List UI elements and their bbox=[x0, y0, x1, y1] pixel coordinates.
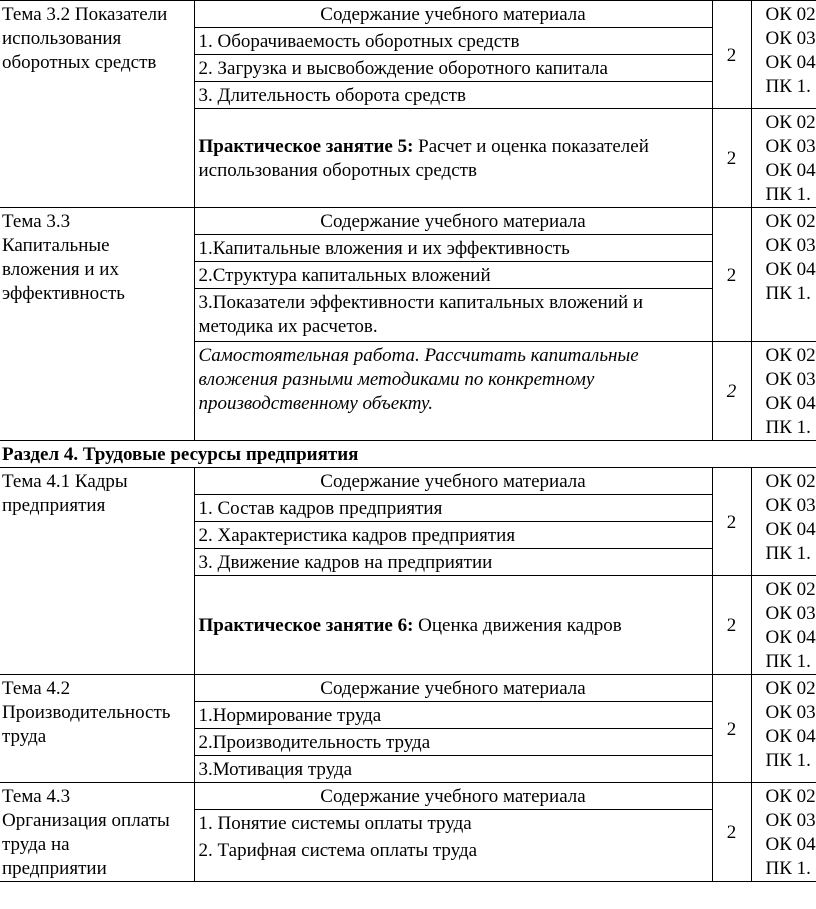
practical-cell: Практическое занятие 6: Оценка движения кадров bbox=[194, 576, 712, 675]
table-row bbox=[0, 675, 816, 702]
hours-cell: 2 bbox=[712, 342, 751, 441]
content-item: 1.Капитальные вложения и их эффективность bbox=[194, 235, 712, 262]
practical-label: Практическое занятие 6: bbox=[198, 615, 414, 636]
content-item: 1. Оборачиваемость оборотных средств bbox=[194, 28, 712, 55]
content-header: Содержание учебного материала bbox=[194, 208, 712, 235]
content-item: 2. Тарифная система оплаты труда bbox=[194, 837, 712, 881]
content-item: 2.Производительность труда bbox=[194, 729, 712, 756]
hours-cell: 2 bbox=[712, 1, 751, 109]
hours-cell: 2 bbox=[712, 468, 751, 576]
content-header: Содержание учебного материала bbox=[194, 783, 712, 810]
content-item: 2.Структура капитальных вложений bbox=[194, 262, 712, 289]
table-row bbox=[0, 783, 816, 810]
topic-cell: Тема 4.3 Организация оплаты труда на предприятии bbox=[0, 783, 194, 882]
competencies-cell: ОК 02 ОК 03 ОК 04 ПК 1. bbox=[751, 576, 816, 675]
hours-cell: 2 bbox=[712, 783, 751, 882]
competencies-cell: ОК 02 ОК 03 ОК 04 ПК 1. bbox=[751, 783, 816, 882]
competencies-cell: ОК 02 ОК 03 ОК 04 ПК 1. bbox=[751, 208, 816, 342]
independent-work-cell: Самостоятельная работа. Рассчитать капитальные вложения разными методиками по конкретному производственному объекту. bbox=[194, 342, 712, 441]
content-item: 2. Характеристика кадров предприятия bbox=[194, 522, 712, 549]
content-header: Содержание учебного материала bbox=[194, 1, 712, 28]
content-item: 1.Нормирование труда bbox=[194, 702, 712, 729]
hours-cell: 2 bbox=[712, 675, 751, 783]
content-item: 3. Движение кадров на предприятии bbox=[194, 549, 712, 576]
table-row bbox=[0, 208, 816, 235]
content-item: 3.Показатели эффективности капитальных вложений и методика их расчетов. bbox=[194, 289, 712, 342]
table-row bbox=[0, 468, 816, 495]
content-item: 3. Длительность оборота средств bbox=[194, 82, 712, 109]
topic-cell: Тема 3.2 Показатели использования оборотных средств bbox=[0, 1, 194, 208]
competencies-cell: ОК 02 ОК 03 ОК 04 ПК 1. bbox=[751, 342, 816, 441]
content-item: 1. Понятие системы оплаты труда bbox=[194, 810, 712, 837]
table-row bbox=[0, 441, 816, 468]
topic-cell: Тема 3.3 Капитальные вложения и их эффективность bbox=[0, 208, 194, 441]
content-header: Содержание учебного материала bbox=[194, 675, 712, 702]
content-item: 3.Мотивация труда bbox=[194, 756, 712, 783]
topic-cell: Тема 4.1 Кадры предприятия bbox=[0, 468, 194, 675]
content-item: 1. Состав кадров предприятия bbox=[194, 495, 712, 522]
practical-label: Практическое занятие 5: bbox=[198, 136, 414, 157]
competencies-cell: ОК 02 ОК 03 ОК 04 ПК 1. bbox=[751, 468, 816, 576]
content-item: 2. Загрузка и высвобождение оборотного капитала bbox=[194, 55, 712, 82]
hours-cell: 2 bbox=[712, 109, 751, 208]
section-title: Раздел 4. Трудовые ресурсы предприятия bbox=[0, 441, 816, 468]
table-row bbox=[0, 1, 816, 28]
content-header: Содержание учебного материала bbox=[194, 468, 712, 495]
practical-cell: Практическое занятие 5: Расчет и оценка показателей использования оборотных средств bbox=[194, 109, 712, 208]
competencies-cell: ОК 02 ОК 03 ОК 04 ПК 1. bbox=[751, 109, 816, 208]
topic-cell: Тема 4.2 Производительность труда bbox=[0, 675, 194, 783]
competencies-cell: ОК 02 ОК 03 ОК 04 ПК 1. bbox=[751, 1, 816, 109]
competencies-cell: ОК 02 ОК 03 ОК 04 ПК 1. bbox=[751, 675, 816, 783]
hours-cell: 2 bbox=[712, 208, 751, 342]
hours-cell: 2 bbox=[712, 576, 751, 675]
